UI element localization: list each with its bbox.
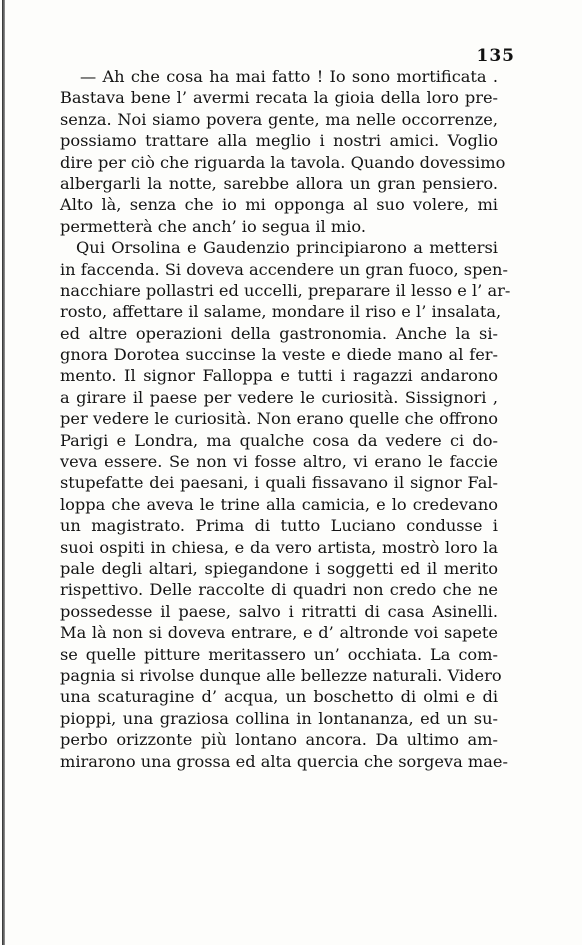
text-line: un magistrato. Prima di tutto Luciano condusse i xyxy=(60,516,498,536)
text-line: Bastava bene l’ avermi recata la gioia della loro pre- xyxy=(60,88,498,108)
text-line: una scaturagine d’ acqua, un boschetto di olmi e di xyxy=(60,687,498,707)
text-line: mento. Il signor Falloppa e tutti i ragazzi andarono xyxy=(60,366,498,386)
text-line: nacchiare pollastri ed uccelli, preparare il lesso e l’ ar- xyxy=(60,280,511,300)
text-line: pale degli altari, spiegandone i soggetti ed il merito xyxy=(60,558,498,578)
text-line: — Ah che cosa ha mai fatto ! Io sono mortificata . xyxy=(80,67,498,86)
text-line: mirarono una grossa ed alta quercia che sorgeva mae- xyxy=(60,751,508,771)
text-line: veva essere. Se non vi fosse altro, vi erano le faccie xyxy=(60,452,498,472)
text-line: perbo orizzonte più lontano ancora. Da ultimo am- xyxy=(60,730,498,750)
body-text xyxy=(60,66,511,772)
text-line: stupefatte dei paesani, i quali fissavano il signor Fal- xyxy=(60,473,498,493)
text-line: possedesse il paese, salvo i ritratti di casa Asinelli. xyxy=(60,601,498,621)
text-line: Qui Orsolina e Gaudenzio principiarono a mettersi xyxy=(76,238,498,258)
text-line: gnora Dorotea succinse la veste e diede mano al fer- xyxy=(60,345,498,365)
page-binding-edge xyxy=(2,0,5,945)
text-line: loppa che aveva le trine alla camicia, e lo credevano xyxy=(60,494,498,514)
text-line: ed altre operazioni della gastronomia. Anche la si- xyxy=(60,323,498,343)
text-line: a girare il paese per vedere le curiosità. Sissignori , xyxy=(60,387,498,407)
text-line: per vedere le curiosità. Non erano quelle che offrono xyxy=(60,409,498,429)
text-line: possiamo trattare alla meglio i nostri amici. Voglio xyxy=(60,131,498,151)
text-line: suoi ospiti in chiesa, e da vero artista, mostrò loro la xyxy=(60,537,498,557)
text-line: albergarli la notte, sarebbe allora un gran pensiero. xyxy=(60,173,498,193)
text-line: pioppi, una graziosa collina in lontananza, ed un su- xyxy=(60,708,498,728)
text-line: permetterà che anch’ io segua il mio. xyxy=(60,216,366,236)
text-line: Parigi e Londra, ma qualche cosa da vedere ci do- xyxy=(60,430,498,450)
text-line: rosto, affettare il salame, mondare il riso e l’ insalata, xyxy=(60,302,502,322)
text-line: senza. Noi siamo povera gente, ma nelle occorrenze, xyxy=(60,109,498,129)
text-line: pagnia si rivolse dunque alle bellezze naturali. Videro xyxy=(60,665,502,685)
text-line: Ma là non si doveva entrare, e d’ altronde voi sapete xyxy=(60,623,498,643)
text-line: in faccenda. Si doveva accendere un gran fuoco, spen- xyxy=(60,259,508,279)
page-number: 135 xyxy=(476,46,515,66)
text-line: dire per ciò che riguarda la tavola. Quando dovessimo xyxy=(60,152,506,172)
text-line: rispettivo. Delle raccolte di quadri non credo che ne xyxy=(60,580,498,600)
text-line: Alto là, senza che io mi opponga al suo volere, mi xyxy=(60,195,498,215)
text-line: se quelle pitture meritassero un’ occhiata. La com- xyxy=(60,644,498,664)
